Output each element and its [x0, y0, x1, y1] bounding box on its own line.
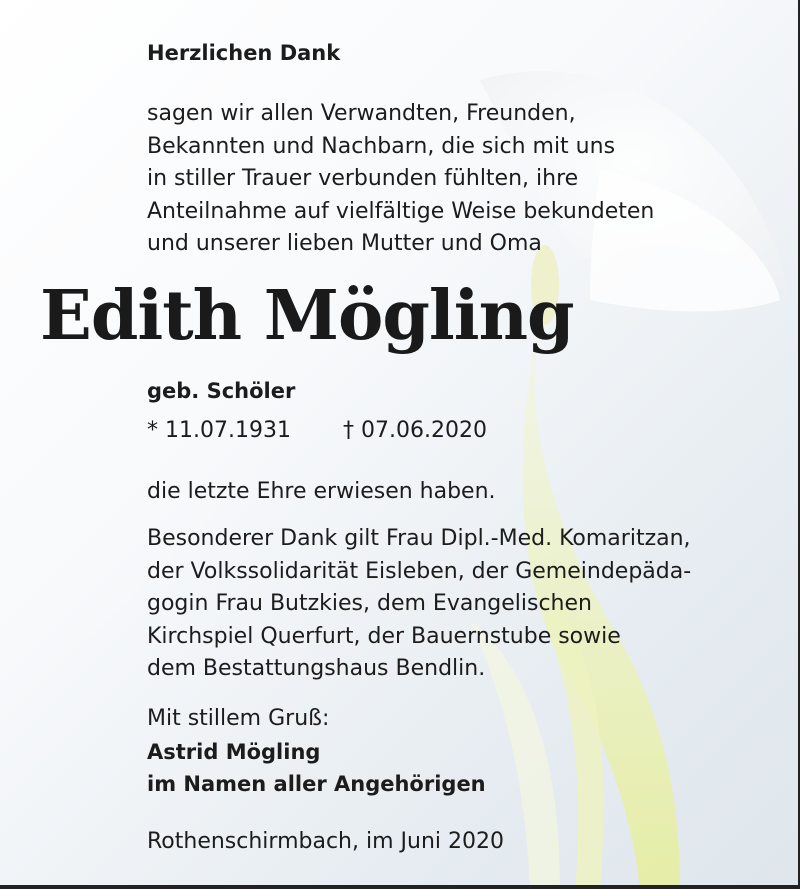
- intro-line: Anteilnahme auf vielfältige Weise bekundeten: [147, 198, 655, 224]
- thanks-line: dem Bestattungshaus Bendlin.: [147, 656, 486, 681]
- heading: Herzlichen Dank: [147, 41, 341, 65]
- deceased-name: Edith Mögling: [40, 276, 574, 356]
- birth-date: * 11.07.1931: [147, 418, 291, 443]
- greeting: Mit stillem Gruß:: [147, 706, 330, 731]
- thanks-line: Besonderer Dank gilt Frau Dipl.-Med. Komaritzan,: [147, 526, 691, 551]
- place-date: Rothenschirmbach, im Juni 2020: [147, 829, 504, 854]
- thanks-line: gogin Frau Butzkies, dem Evangelischen: [147, 591, 592, 616]
- death-date: † 07.06.2020: [343, 418, 487, 443]
- intro-line: Bekannten und Nachbarn, die sich mit uns: [147, 133, 616, 159]
- signer-name: Astrid Mögling: [147, 740, 321, 764]
- honor-line: die letzte Ehre erwiesen haben.: [147, 479, 496, 504]
- signer-note: im Namen aller Angehörigen: [147, 772, 486, 796]
- intro-line: in stiller Trauer verbunden fühlten, ihre: [147, 166, 579, 191]
- thanks-line: Kirchspiel Querfurt, der Bauernstube sowie: [147, 623, 621, 649]
- intro-paragraph: [147, 98, 654, 261]
- thanks-line: der Volkssolidarität Eisleben, der Gemeindepäda-: [147, 558, 692, 584]
- intro-line: sagen wir allen Verwandten, Freunden,: [147, 101, 576, 126]
- intro-line: und unserer lieben Mutter und Oma: [147, 231, 542, 256]
- thanks-paragraph: [147, 523, 691, 686]
- maiden-name: geb. Schöler: [147, 379, 296, 403]
